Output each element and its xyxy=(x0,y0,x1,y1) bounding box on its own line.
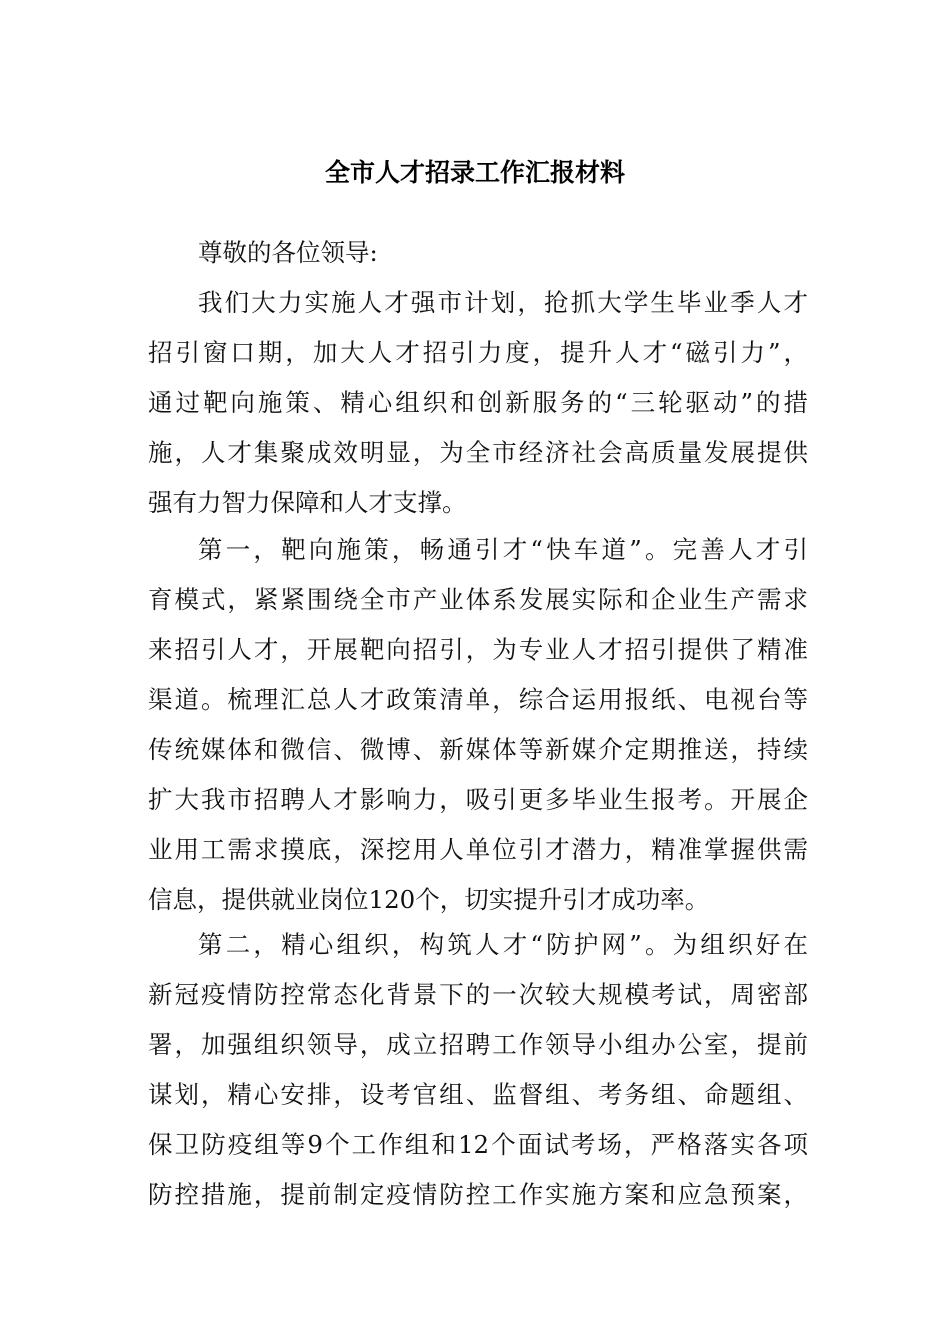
paragraph-line: 业用工需求摸底，深挖用人单位引才潜力，精准掌握供需 xyxy=(148,835,808,864)
paragraph-line: 保卫防疫组等9个工作组和12个面试考场，严格落实各项 xyxy=(148,1130,808,1159)
salutation: 尊敬的各位领导: xyxy=(198,238,378,267)
paragraph-line: 我们大力实施人才强市计划，抢抓大学生毕业季人才 xyxy=(198,288,808,317)
paragraph-line: 谋划，精心安排，设考官组、监督组、考务组、命题组、 xyxy=(148,1080,808,1109)
paragraph-line: 扩大我市招聘人才影响力，吸引更多毕业生报考。开展企 xyxy=(148,785,808,814)
document-title: 全市人才招录工作汇报材料 xyxy=(324,158,625,187)
paragraph-line: 施，人才集聚成效明显，为全市经济社会高质量发展提供 xyxy=(148,438,808,467)
paragraph-line: 育模式，紧紧围绕全市产业体系发展实际和企业生产需求 xyxy=(148,585,808,614)
paragraph-line: 第二，精心组织，构筑人才“防护网”。为组织好在 xyxy=(198,930,808,959)
paragraph-line: 渠道。梳理汇总人才政策清单，综合运用报纸、电视台等 xyxy=(148,685,808,714)
paragraph-line: 第一，靶向施策，畅通引才“快车道”。完善人才引 xyxy=(198,535,808,564)
paragraph-line: 防控措施，提前制定疫情防控工作实施方案和应急预案， xyxy=(148,1180,808,1209)
paragraph-line: 通过靶向施策、精心组织和创新服务的“三轮驱动”的措 xyxy=(148,388,808,417)
paragraph-line: 信息，提供就业岗位120个，切实提升引才成功率。 xyxy=(148,885,710,914)
paragraph-line: 招引窗口期，加大人才招引力度，提升人才“磁引力”， xyxy=(148,338,808,367)
paragraph-line: 新冠疫情防控常态化背景下的一次较大规模考试，周密部 xyxy=(148,980,808,1009)
paragraph-line: 传统媒体和微信、微博、新媒体等新媒介定期推送，持续 xyxy=(148,735,808,764)
paragraph-line: 来招引人才，开展靶向招引，为专业人才招引提供了精准 xyxy=(148,635,808,664)
paragraph-line: 强有力智力保障和人才支撑。 xyxy=(148,488,467,517)
paragraph-line: 署，加强组织领导，成立招聘工作领导小组办公室，提前 xyxy=(148,1030,808,1059)
